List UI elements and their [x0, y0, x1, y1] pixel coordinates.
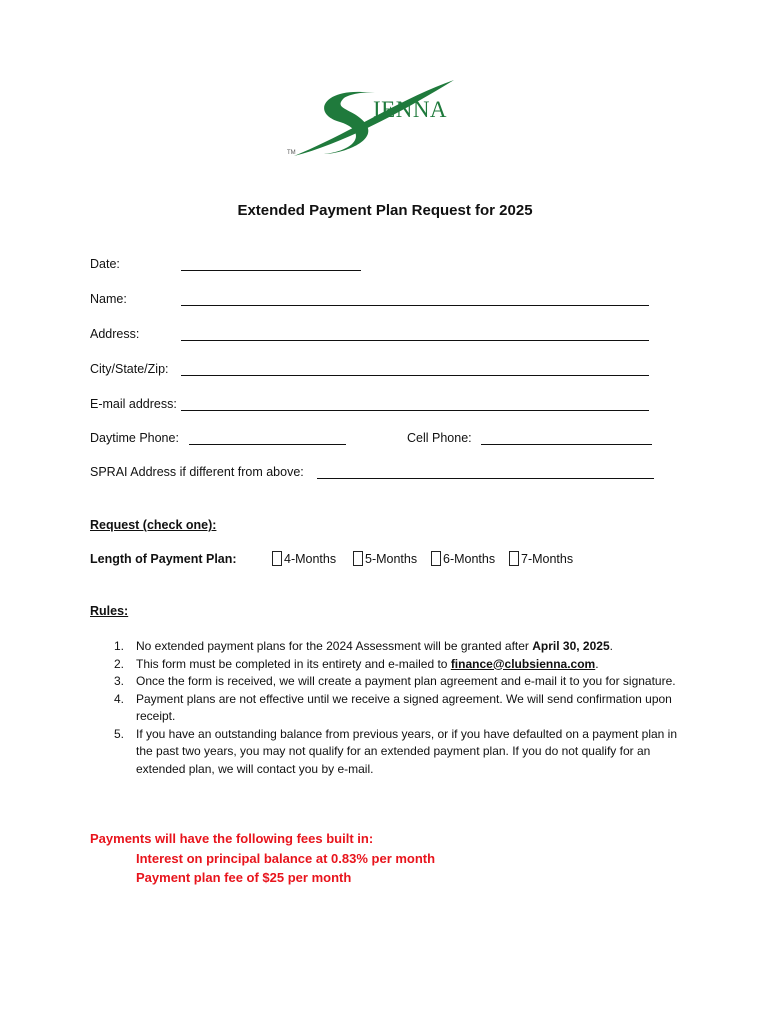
- rule-item: 3. Once the form is received, we will create a payment plan agreement and e-mail it to you for signature.: [114, 674, 676, 688]
- interest-fee: Interest on principal balance at 0.83% per month: [136, 851, 436, 866]
- rules-list: [114, 638, 694, 778]
- option-6-months[interactable]: 6-Months: [431, 551, 495, 566]
- date-field[interactable]: [181, 270, 361, 271]
- email-field[interactable]: [181, 410, 649, 411]
- daytime-phone-label: Daytime Phone:: [90, 431, 179, 445]
- rule-item: 4. Payment plans are not effective until we receive a signed agreement. We will send confirmation upon receipt.: [114, 691, 672, 723]
- deadline-date: April 30, 2025: [532, 639, 610, 653]
- sprai-address-field[interactable]: [317, 478, 654, 479]
- option-5-months[interactable]: 5-Months: [353, 551, 417, 566]
- address-field[interactable]: [181, 340, 649, 341]
- checkbox[interactable]: [509, 551, 519, 566]
- finance-email-link[interactable]: finance@clubsienna.com: [450, 656, 596, 671]
- option-7-months[interactable]: 7-Months: [509, 551, 573, 566]
- city-state-zip-label: City/State/Zip:: [90, 362, 169, 376]
- option-4-months[interactable]: 4-Months: [272, 551, 336, 566]
- daytime-phone-field[interactable]: [189, 444, 346, 445]
- name-label: Name:: [90, 292, 127, 306]
- rule-item: 5. If you have an outstanding balance from previous years, or if you have defaulted on a payment plan in the past two years, you may not qualify for an extended payment plan. If you do not qualify for an extended plan, we will contact you by e-mail.: [114, 726, 678, 776]
- trademark-mark: TM: [287, 150, 296, 156]
- checkbox[interactable]: [353, 551, 363, 566]
- checkbox[interactable]: [272, 551, 282, 566]
- rule-item: 1. No extended payment plans for the 2024 Assessment will be granted after April 30, 2025.: [114, 639, 613, 653]
- page-title: Extended Payment Plan Request for 2025: [237, 202, 533, 219]
- name-field[interactable]: [181, 305, 649, 306]
- address-label: Address:: [90, 327, 140, 341]
- checkbox[interactable]: [431, 551, 441, 566]
- cell-phone-field[interactable]: [481, 444, 652, 445]
- cell-phone-label: Cell Phone:: [407, 431, 472, 445]
- fees-heading: Payments will have the following fees built in:: [90, 831, 374, 846]
- date-label: Date:: [90, 257, 120, 271]
- rule-item: 2. This form must be completed in its entirety and e-mailed to finance@clubsienna.com.: [114, 656, 599, 671]
- city-state-zip-field[interactable]: [181, 375, 649, 376]
- request-heading: Request (check one):: [90, 518, 217, 532]
- payment-plan-length-label: Length of Payment Plan:: [90, 552, 237, 566]
- sprai-address-label: SPRAI Address if different from above:: [90, 465, 304, 479]
- rules-heading: Rules:: [90, 604, 129, 618]
- logo-wordmark: IENNA: [373, 97, 448, 122]
- email-label: E-mail address:: [90, 397, 177, 411]
- plan-fee: Payment plan fee of $25 per month: [136, 870, 352, 885]
